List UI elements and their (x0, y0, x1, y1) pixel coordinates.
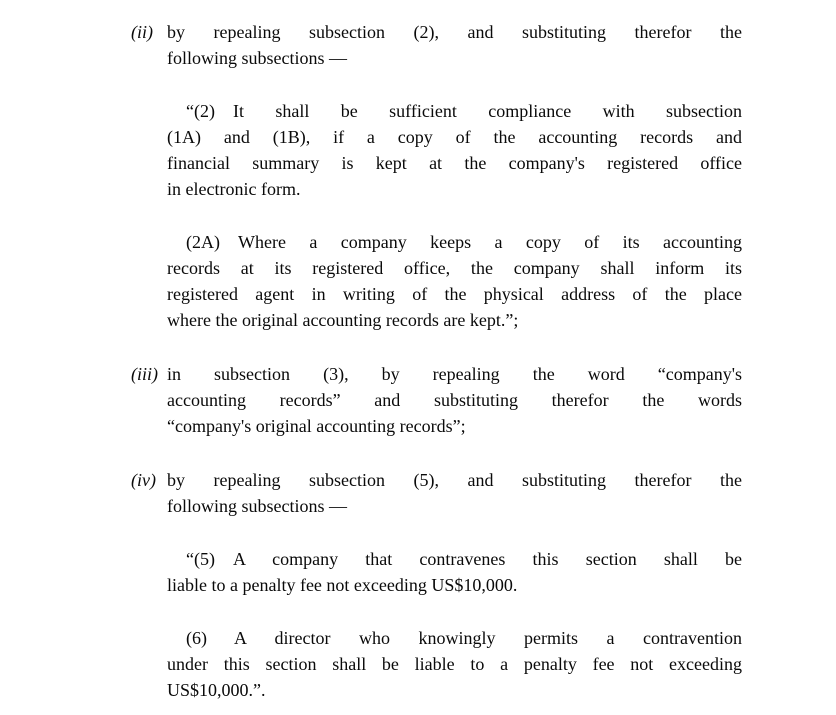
subsection-line: (6) A director who knowingly permits a contravention (186, 628, 742, 648)
item-marker: (ii) (131, 22, 153, 42)
intro-line: following subsections — (167, 48, 347, 68)
item-marker: (iv) (131, 470, 156, 490)
quoted-subsection (167, 625, 742, 703)
subsection-line: “(2) It shall be sufficient compliance with subsection (186, 101, 742, 121)
item-body (167, 467, 742, 703)
intro-line: by repealing subsection (5), and substituting therefor the (167, 470, 742, 490)
subsection-line: in electronic form. (167, 179, 301, 199)
quoted-subsection (167, 98, 742, 202)
subsection-line: (2A) Where a company keeps a copy of its accounting (186, 232, 742, 252)
subsection-line: “(5) A company that contravenes this section shall be (186, 549, 742, 569)
subsection-line: financial summary is kept at the company's registered office (167, 153, 742, 173)
subsection-line: where the original accounting records are kept.”; (167, 310, 519, 330)
item-intro (167, 361, 742, 439)
quoted-subsection (167, 546, 742, 598)
intro-line: in subsection (3), by repealing the word “company's (167, 364, 742, 384)
subsection-line: (1A) and (1B), if a copy of the accounting records and (167, 127, 742, 147)
intro-line: following subsections — (167, 496, 347, 516)
subsection-line: under this section shall be liable to a penalty fee not exceeding (167, 654, 742, 674)
quoted-subsection (167, 229, 742, 333)
subsection-line: liable to a penalty fee not exceeding US$10,000. (167, 575, 518, 595)
subsection-line: US$10,000.”. (167, 680, 266, 700)
intro-line: “company's original accounting records”; (167, 416, 466, 436)
intro-line: by repealing subsection (2), and substituting therefor the (167, 22, 742, 42)
subsection-line: records at its registered office, the company shall inform its (167, 258, 742, 278)
item-intro (167, 467, 742, 519)
amendment-item (131, 361, 778, 439)
item-body (167, 361, 742, 439)
intro-line: accounting records” and substituting therefor the words (167, 390, 742, 410)
amendment-item (131, 19, 778, 333)
subsection-line: registered agent in writing of the physical address of the place (167, 284, 742, 304)
item-marker: (iii) (131, 364, 158, 384)
item-body (167, 19, 742, 333)
item-intro (167, 19, 742, 71)
amendment-item (131, 467, 778, 703)
